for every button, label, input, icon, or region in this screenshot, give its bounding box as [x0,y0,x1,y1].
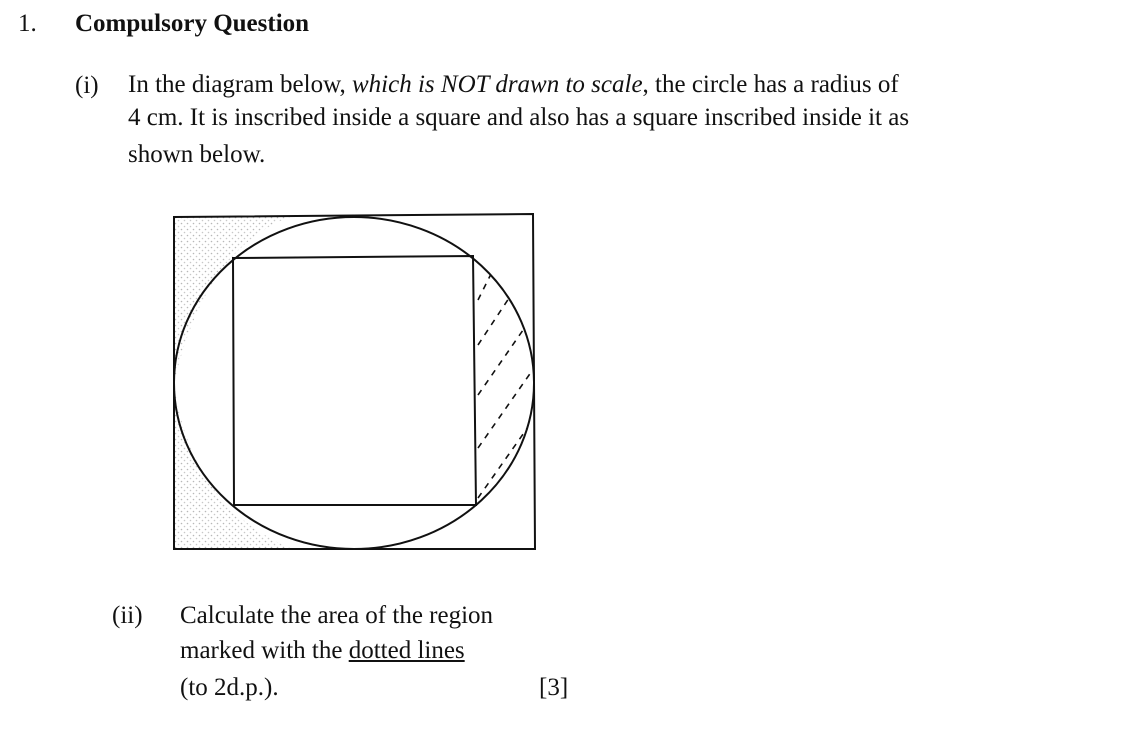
part-ii-line-1: Calculate the area of the region [180,602,494,629]
part-ii-line-2 [180,637,465,665]
part-i-line-1-start: In the diagram below, [128,71,352,98]
shaded-region-bottom-left [174,383,290,548]
part-ii-line-2-start: marked with the [180,637,349,664]
part-i-line-2: 4 cm. It is inscribed inside a square and also has a square inscribed inside it as [128,104,910,131]
question-title: Compulsory Question [75,10,310,37]
marks-allocation: [3] [539,674,569,701]
shaded-region-top-left [174,217,290,383]
part-i-label: (i) [75,72,99,99]
part-ii-label: (ii) [112,602,143,629]
part-i-line-1-end: , the circle has a radius of [642,71,899,98]
inner-square [233,256,476,505]
dotted-lines-term: dotted lines [348,637,465,664]
question-number: 1. [18,10,37,37]
not-to-scale-note: which is NOT drawn to scale [352,71,643,98]
part-i-line-3: shown below. [128,141,266,168]
part-ii-line-3: (to 2d.p.). [180,674,279,701]
dotted-region [478,262,534,498]
circle [174,217,534,549]
